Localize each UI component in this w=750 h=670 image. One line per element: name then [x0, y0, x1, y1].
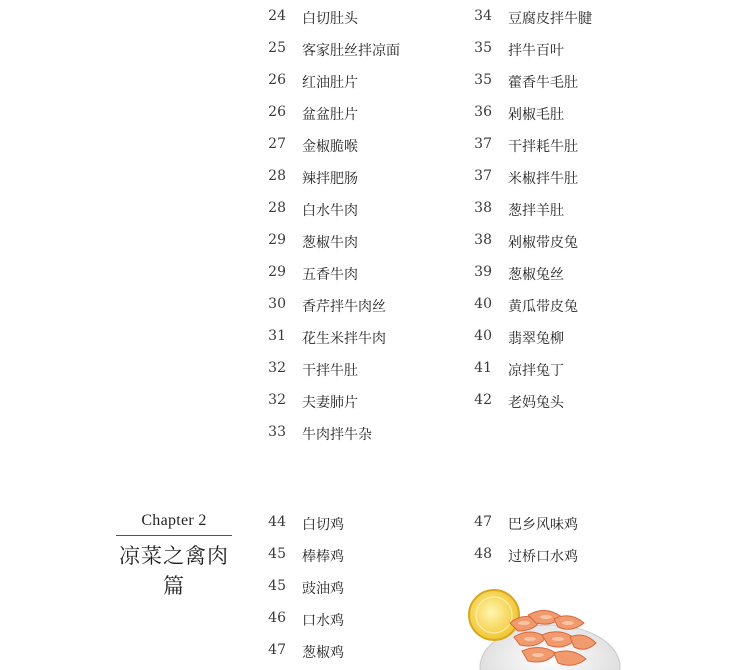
shrimp-dish-photo — [462, 585, 622, 670]
toc-entry-title: 拌牛百叶 — [508, 43, 564, 59]
toc-entry-title: 干拌耗牛肚 — [508, 139, 578, 155]
toc-page-number: 48 — [474, 546, 492, 562]
toc-page-number: 46 — [268, 610, 286, 626]
toc-page-number: 24 — [268, 8, 286, 24]
toc-entry-title: 葱椒兔丝 — [508, 267, 564, 283]
toc-page-number: 44 — [268, 514, 286, 530]
toc-entry-title: 辣拌肥肠 — [302, 171, 358, 187]
toc-entry-title: 豉油鸡 — [302, 581, 344, 597]
toc-page-number: 29 — [268, 232, 286, 248]
toc-page-number: 41 — [474, 360, 492, 376]
toc-page-number: 45 — [268, 546, 286, 562]
toc-page-number: 31 — [268, 328, 286, 344]
toc-page-number: 35 — [474, 40, 492, 56]
toc-entry-title: 盆盆肚片 — [302, 107, 358, 123]
toc-entry-title: 客家肚丝拌凉面 — [302, 43, 400, 59]
toc-page-number: 47 — [474, 514, 492, 530]
toc-entry-title: 翡翠兔柳 — [508, 331, 564, 347]
chapter-subtitle: 凉菜之禽肉篇 — [119, 544, 229, 598]
toc-page-number: 30 — [268, 296, 286, 312]
toc-page-number: 33 — [268, 424, 286, 440]
toc-page-number: 32 — [268, 392, 286, 408]
toc-entry-title: 葱拌羊肚 — [508, 203, 564, 219]
toc-entry-title: 剁椒带皮兔 — [508, 235, 578, 251]
toc-entry-title: 五香牛肉 — [302, 267, 358, 283]
toc-page-number: 40 — [474, 328, 492, 344]
toc-page-number: 42 — [474, 392, 492, 408]
toc-entry-title: 夫妻肺片 — [302, 395, 358, 411]
toc-entry-title: 米椒拌牛肚 — [508, 171, 578, 187]
toc-entry-title: 干拌牛肚 — [302, 363, 358, 379]
chapter-label: Chapter 2 — [141, 512, 207, 529]
toc-entry-title: 巴乡风味鸡 — [508, 517, 578, 533]
toc-page-number: 39 — [474, 264, 492, 280]
toc-page-number: 40 — [474, 296, 492, 312]
toc-page-number: 32 — [268, 360, 286, 376]
toc-entry-title: 葱椒牛肉 — [302, 235, 358, 251]
chapter-2-heading — [110, 512, 238, 600]
toc-entry-title: 白切肚头 — [302, 11, 358, 27]
toc-page-number: 34 — [474, 8, 492, 24]
toc-entry-title: 白切鸡 — [302, 517, 344, 533]
toc-entry-title: 口水鸡 — [302, 613, 344, 629]
toc-entry-title: 香芹拌牛肉丝 — [302, 299, 386, 315]
toc-page-number: 47 — [268, 642, 286, 658]
toc-page-number: 45 — [268, 578, 286, 594]
toc-page-number: 29 — [268, 264, 286, 280]
toc-entry-title: 花生米拌牛肉 — [302, 331, 386, 347]
toc-page-number: 37 — [474, 168, 492, 184]
toc-entry-title: 过桥口水鸡 — [508, 549, 578, 565]
toc-entry-title: 老妈兔头 — [508, 395, 564, 411]
toc-page-number: 36 — [474, 104, 492, 120]
chapter-divider — [116, 535, 232, 536]
toc-entry-title: 剁椒毛肚 — [508, 107, 564, 123]
toc-entry-title: 牛肉拌牛杂 — [302, 427, 372, 443]
toc-page-number: 35 — [474, 72, 492, 88]
toc-page-number: 28 — [268, 168, 286, 184]
toc-page-number: 38 — [474, 232, 492, 248]
toc-entry-title: 豆腐皮拌牛腱 — [508, 11, 592, 27]
toc-page-number: 38 — [474, 200, 492, 216]
toc-page-number: 26 — [268, 104, 286, 120]
toc-page-number: 37 — [474, 136, 492, 152]
toc-entry-title: 藿香牛毛肚 — [508, 75, 578, 91]
toc-entry-title: 红油肚片 — [302, 75, 358, 91]
toc-page-number: 27 — [268, 136, 286, 152]
toc-entry-title: 葱椒鸡 — [302, 645, 344, 661]
toc-entry-title: 棒棒鸡 — [302, 549, 344, 565]
toc-page-number: 26 — [268, 72, 286, 88]
toc-entry-title: 凉拌兔丁 — [508, 363, 564, 379]
toc-page-number: 28 — [268, 200, 286, 216]
toc-entry-title: 金椒脆喉 — [302, 139, 358, 155]
toc-entry-title: 白水牛肉 — [302, 203, 358, 219]
toc-entry-title: 黄瓜带皮兔 — [508, 299, 578, 315]
toc-page-number: 25 — [268, 40, 286, 56]
